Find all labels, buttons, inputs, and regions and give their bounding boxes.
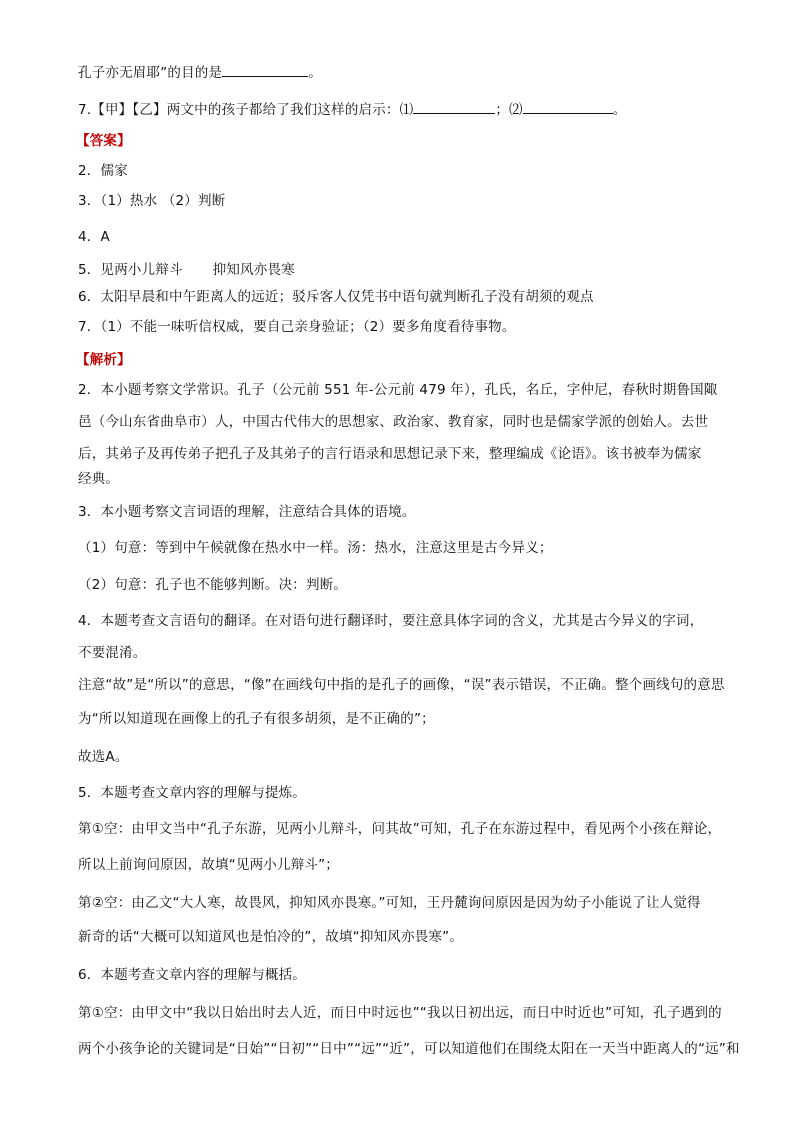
analysis-line: 注意“故”是“所以”的意思，“像”在画线句中指的是孔子的画像，“误”表示错误，不正确。整个画线句的意思	[78, 677, 725, 693]
analysis-line: 第①空：由甲文中“我以日始出时去人近，而日中时远也”“我以日初出远，而日中时近也”可知，孔子遇到的	[78, 1005, 722, 1021]
analysis-line: 两个小孩争论的关键词是“日始”“日初”“日中”“远”“近”，可以知道他们在围绕太阳在一天当中距离人的“远”和	[78, 1041, 740, 1057]
answer-heading: 【答案】	[76, 133, 131, 149]
question-6-text: 孔子亦无眉耶”的目的是	[78, 65, 223, 81]
answer-item: 5．见两小儿辩斗 抑知风亦畏寒	[78, 262, 295, 278]
analysis-line: 2．本小题考察文学常识。孔子（公元前 551 年-公元前 479 年），孔氏，名丘，字仲尼，春秋时期鲁国陬	[78, 382, 718, 398]
analysis-line: 第①空：由甲文当中“孔子东游，见两小儿辩斗，问其故”可知，孔子在东游过程中，看见两个小孩在辩论，	[78, 821, 722, 837]
answer-item: 7．（1）不能一味听信权威，要自己亲身验证；（2）要多角度看待事物。	[78, 319, 516, 335]
analysis-line: 邑（今山东省曲阜市）人，中国古代伟大的思想家、政治家、教育家，同时也是儒家学派的创始人。去世	[78, 414, 709, 430]
question-7: 7.【甲】【乙】两文中的孩子都给了我们这样的启示：⑴ ；⑵ 。	[78, 102, 627, 118]
answer-item: 6．太阳早晨和中午距离人的远近；驳斥客人仅凭书中语句就判断孔子没有胡须的观点	[78, 289, 594, 305]
analysis-line: 不要混淆。	[78, 645, 147, 661]
answer-item: 2．儒家	[78, 163, 128, 179]
analysis-line: 新奇的话“大概可以知道风也是怕冷的”，故填“抑知风亦畏寒”。	[78, 929, 463, 945]
analysis-line: （1）句意：等到中午候就像在热水中一样。汤：热水，注意这里是古今异义；	[78, 540, 553, 556]
analysis-line: 为“所以知道现在画像上的孔子有很多胡须，是不正确的”；	[78, 711, 435, 727]
question-6-tail: 孔子亦无眉耶”的目的是 。	[78, 65, 322, 81]
analysis-line: 第②空：由乙文“大人寒，故畏风，抑知风亦畏寒。”可知，王丹麓询问原因是因为幼子小能说了让人觉得	[78, 895, 701, 911]
analysis-line: 3．本小题考察文言词语的理解，注意结合具体的语境。	[78, 504, 416, 520]
analysis-line: 6．本题考查文章内容的理解与概括。	[78, 967, 306, 983]
analysis-line: 经典。	[78, 471, 120, 487]
analysis-line: 后，其弟子及再传弟子把孔子及其弟子的言行语录和思想记录下来，整理编成《论语》。该书被奉为儒家	[78, 446, 702, 462]
analysis-heading: 【解析】	[76, 352, 131, 368]
analysis-line: 故选A。	[78, 749, 129, 765]
analysis-line: （2）句意：孔子也不能够判断。决：判断。	[78, 577, 348, 593]
answer-blank-2	[523, 101, 613, 114]
answer-item: 3．（1）热水 （2）判断	[78, 193, 226, 209]
answer-blank-1	[413, 101, 495, 114]
analysis-line: 所以上前询问原因，故填“见两小儿辩斗”；	[78, 857, 339, 873]
answer-blank	[222, 64, 308, 77]
answer-item: 4．A	[78, 229, 110, 245]
analysis-line: 4．本题考查文言语句的翻译。在对语句进行翻译时，要注意具体字词的含义，尤其是古今异义的字词，	[78, 613, 704, 629]
analysis-line: 5．本题考查文章内容的理解与提炼。	[78, 785, 306, 801]
